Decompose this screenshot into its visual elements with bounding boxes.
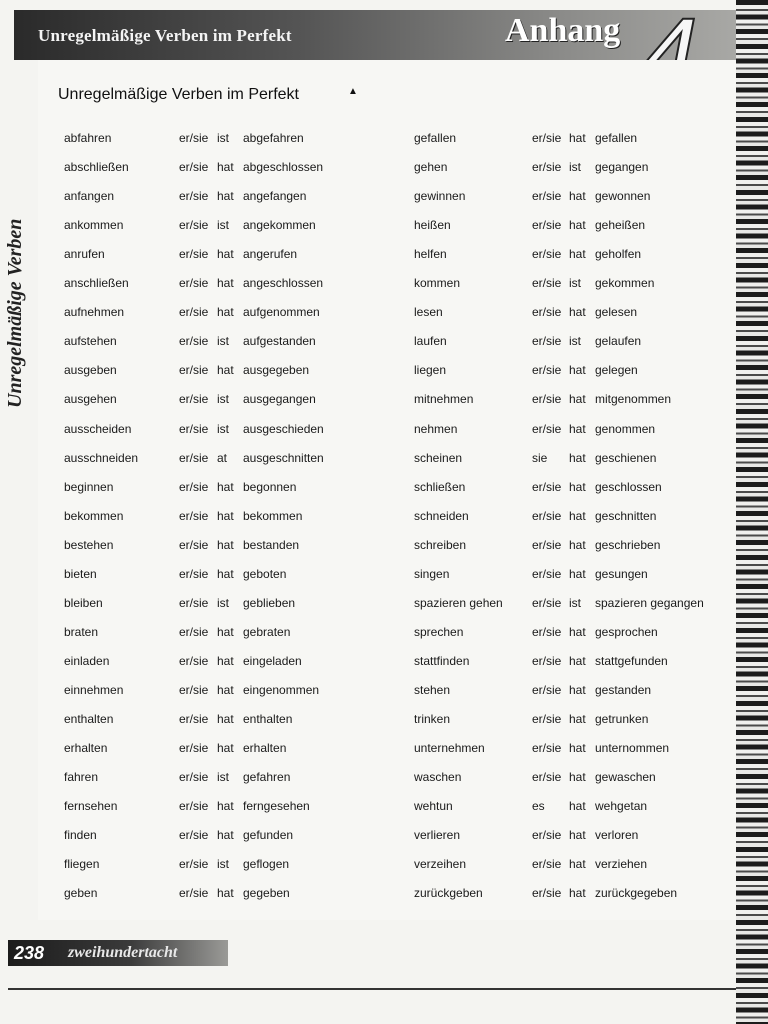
left-auxiliary: hat bbox=[217, 886, 234, 901]
right-auxiliary: hat bbox=[569, 189, 586, 204]
table-row bbox=[0, 676, 740, 705]
left-participle: begonnen bbox=[243, 479, 297, 494]
table-row bbox=[0, 531, 740, 560]
left-pronoun: er/sie bbox=[179, 508, 209, 523]
right-auxiliary: hat bbox=[569, 247, 586, 262]
right-auxiliary: hat bbox=[569, 712, 586, 726]
right-auxiliary: hat bbox=[569, 392, 586, 407]
right-infinitive: kommen bbox=[414, 276, 461, 291]
left-auxiliary: ist bbox=[217, 131, 229, 145]
right-pronoun: es bbox=[532, 799, 545, 814]
right-infinitive: nehmen bbox=[414, 421, 458, 436]
right-infinitive: trinken bbox=[414, 712, 451, 726]
left-participle: abgeschlossen bbox=[243, 160, 324, 175]
right-infinitive: laufen bbox=[414, 334, 447, 349]
right-infinitive: lesen bbox=[414, 305, 443, 320]
left-infinitive: ausscheiden bbox=[64, 421, 132, 436]
left-infinitive: abschließen bbox=[64, 160, 129, 175]
right-participle: verloren bbox=[595, 828, 639, 843]
right-pronoun: er/sie bbox=[532, 131, 562, 145]
table-row bbox=[0, 327, 740, 356]
right-infinitive: verlieren bbox=[414, 828, 461, 843]
left-participle: enthalten bbox=[243, 712, 293, 726]
right-participle: gesungen bbox=[595, 566, 648, 581]
left-auxiliary: hat bbox=[217, 247, 234, 262]
right-infinitive: heißen bbox=[414, 218, 451, 233]
table-row bbox=[0, 415, 740, 444]
right-infinitive: stehen bbox=[414, 682, 451, 697]
table-row bbox=[0, 879, 740, 908]
left-pronoun: er/sie bbox=[179, 363, 209, 378]
left-auxiliary: hat bbox=[217, 741, 234, 756]
right-pronoun: er/sie bbox=[532, 276, 562, 291]
right-participle: gelesen bbox=[595, 305, 638, 320]
right-participle: spazieren gegangen bbox=[595, 595, 704, 610]
right-pronoun: er/sie bbox=[532, 828, 562, 843]
right-infinitive: spazieren gehen bbox=[414, 595, 503, 610]
right-auxiliary: hat bbox=[569, 363, 586, 378]
right-participle: wehgetan bbox=[595, 799, 648, 814]
right-auxiliary: hat bbox=[569, 450, 586, 465]
right-participle: geholfen bbox=[595, 247, 642, 262]
right-pronoun: er/sie bbox=[532, 566, 562, 581]
right-auxiliary: hat bbox=[569, 537, 586, 552]
right-participle: getrunken bbox=[595, 712, 649, 726]
right-infinitive: waschen bbox=[414, 770, 462, 785]
left-pronoun: er/sie bbox=[179, 392, 209, 407]
right-auxiliary: hat bbox=[569, 624, 586, 639]
page-number-words: zweihundertacht bbox=[68, 944, 178, 961]
right-pronoun: er/sie bbox=[532, 624, 562, 639]
left-participle: ausgeschieden bbox=[243, 421, 324, 436]
table-row bbox=[0, 589, 740, 618]
right-infinitive: gefallen bbox=[414, 131, 457, 145]
right-auxiliary: hat bbox=[569, 770, 586, 785]
right-pronoun: er/sie bbox=[532, 160, 562, 175]
left-participle: gebraten bbox=[243, 624, 291, 639]
right-infinitive: stattfinden bbox=[414, 653, 470, 668]
page-number: 238 bbox=[14, 943, 45, 963]
right-auxiliary: hat bbox=[569, 799, 586, 814]
left-pronoun: er/sie bbox=[179, 334, 209, 349]
table-row bbox=[0, 502, 740, 531]
right-pronoun: er/sie bbox=[532, 682, 562, 697]
table-row bbox=[0, 356, 740, 385]
left-auxiliary: ist bbox=[217, 857, 229, 872]
left-infinitive: bleiben bbox=[64, 595, 103, 610]
right-infinitive: gehen bbox=[414, 160, 448, 175]
right-infinitive: sprechen bbox=[414, 624, 464, 639]
left-participle: eingenommen bbox=[243, 682, 320, 697]
right-pronoun: er/sie bbox=[532, 247, 562, 262]
right-infinitive: helfen bbox=[414, 247, 447, 262]
table-row bbox=[0, 618, 740, 647]
left-participle: ferngesehen bbox=[243, 799, 310, 814]
left-participle: geboten bbox=[243, 566, 287, 581]
right-infinitive: schneiden bbox=[414, 508, 469, 523]
left-participle: bekommen bbox=[243, 508, 303, 523]
left-pronoun: er/sie bbox=[179, 218, 209, 233]
left-participle: angefangen bbox=[243, 189, 307, 204]
right-pronoun: er/sie bbox=[532, 218, 562, 233]
right-infinitive: singen bbox=[414, 566, 450, 581]
left-auxiliary: ist bbox=[217, 218, 229, 233]
left-pronoun: er/sie bbox=[179, 421, 209, 436]
table-row bbox=[0, 211, 740, 240]
table-row bbox=[0, 240, 740, 269]
left-infinitive: geben bbox=[64, 886, 98, 901]
right-pronoun: sie bbox=[532, 450, 548, 465]
right-infinitive: verzeihen bbox=[414, 857, 467, 872]
right-auxiliary: ist bbox=[569, 160, 581, 175]
left-pronoun: er/sie bbox=[179, 770, 209, 785]
left-infinitive: fahren bbox=[64, 770, 99, 785]
left-participle: angeschlossen bbox=[243, 276, 324, 291]
right-auxiliary: hat bbox=[569, 886, 586, 901]
left-infinitive: einnehmen bbox=[64, 682, 124, 697]
left-pronoun: er/sie bbox=[179, 566, 209, 581]
left-auxiliary: ist bbox=[217, 770, 229, 785]
right-participle: gelegen bbox=[595, 363, 638, 378]
right-participle: geschnitten bbox=[595, 508, 657, 523]
left-auxiliary: hat bbox=[217, 653, 234, 668]
right-pronoun: er/sie bbox=[532, 741, 562, 756]
right-infinitive: gewinnen bbox=[414, 189, 466, 204]
left-auxiliary: hat bbox=[217, 479, 234, 494]
left-auxiliary: at bbox=[217, 450, 228, 465]
left-pronoun: er/sie bbox=[179, 857, 209, 872]
left-auxiliary: hat bbox=[217, 799, 234, 814]
table-row bbox=[0, 124, 740, 153]
left-pronoun: er/sie bbox=[179, 828, 209, 843]
table-row bbox=[0, 560, 740, 589]
right-participle: gefallen bbox=[595, 131, 638, 145]
right-infinitive: unternehmen bbox=[414, 741, 485, 756]
left-auxiliary: hat bbox=[217, 189, 234, 204]
right-pronoun: er/sie bbox=[532, 189, 562, 204]
right-infinitive: scheinen bbox=[414, 450, 463, 465]
left-pronoun: er/sie bbox=[179, 160, 209, 175]
left-auxiliary: hat bbox=[217, 508, 234, 523]
right-auxiliary: hat bbox=[569, 421, 586, 436]
right-pronoun: er/sie bbox=[532, 770, 562, 785]
pen-mark-icon: ▲ bbox=[348, 86, 358, 97]
left-auxiliary: hat bbox=[217, 160, 234, 175]
right-infinitive: schreiben bbox=[414, 537, 467, 552]
table-row bbox=[0, 385, 740, 414]
right-infinitive: schließen bbox=[414, 479, 466, 494]
left-infinitive: bekommen bbox=[64, 508, 124, 523]
right-pronoun: er/sie bbox=[532, 886, 562, 901]
left-pronoun: er/sie bbox=[179, 537, 209, 552]
right-auxiliary: ist bbox=[569, 276, 581, 291]
left-infinitive: braten bbox=[64, 624, 99, 639]
right-auxiliary: hat bbox=[569, 479, 586, 494]
left-pronoun: er/sie bbox=[179, 741, 209, 756]
table-row bbox=[0, 473, 740, 502]
left-pronoun: er/sie bbox=[179, 450, 209, 465]
right-participle: gekommen bbox=[595, 276, 655, 291]
left-infinitive: erhalten bbox=[64, 741, 108, 756]
table-row bbox=[0, 792, 740, 821]
right-auxiliary: hat bbox=[569, 741, 586, 756]
left-auxiliary: hat bbox=[217, 276, 234, 291]
page-title: Unregelmäßige Verben im Perfekt bbox=[58, 86, 299, 103]
right-infinitive: mitnehmen bbox=[414, 392, 474, 407]
left-pronoun: er/sie bbox=[179, 624, 209, 639]
right-auxiliary: ist bbox=[569, 595, 581, 610]
left-pronoun: er/sie bbox=[179, 799, 209, 814]
left-infinitive: ausschneiden bbox=[64, 450, 139, 465]
right-auxiliary: ist bbox=[569, 334, 581, 349]
right-pronoun: er/sie bbox=[532, 305, 562, 320]
left-participle: angerufen bbox=[243, 247, 298, 262]
left-pronoun: er/sie bbox=[179, 189, 209, 204]
right-pronoun: er/sie bbox=[532, 595, 562, 610]
left-infinitive: fliegen bbox=[64, 857, 100, 872]
right-auxiliary: hat bbox=[569, 218, 586, 233]
right-participle: genommen bbox=[595, 421, 656, 436]
left-participle: bestanden bbox=[243, 537, 300, 552]
left-participle: erhalten bbox=[243, 741, 287, 756]
left-infinitive: abfahren bbox=[64, 131, 112, 145]
left-infinitive: anschließen bbox=[64, 276, 129, 291]
left-pronoun: er/sie bbox=[179, 276, 209, 291]
right-participle: gewaschen bbox=[595, 770, 656, 785]
left-auxiliary: ist bbox=[217, 421, 229, 436]
spiral-binding bbox=[736, 0, 768, 1024]
left-infinitive: aufnehmen bbox=[64, 305, 125, 320]
left-infinitive: ausgehen bbox=[64, 392, 117, 407]
left-participle: ausgegeben bbox=[243, 363, 310, 378]
right-pronoun: er/sie bbox=[532, 392, 562, 407]
right-participle: gewonnen bbox=[595, 189, 651, 204]
left-auxiliary: hat bbox=[217, 712, 234, 726]
right-auxiliary: hat bbox=[569, 857, 586, 872]
left-pronoun: er/sie bbox=[179, 653, 209, 668]
left-participle: angekommen bbox=[243, 218, 316, 233]
left-auxiliary: hat bbox=[217, 624, 234, 639]
right-participle: gesprochen bbox=[595, 624, 658, 639]
right-pronoun: er/sie bbox=[532, 653, 562, 668]
right-participle: stattgefunden bbox=[595, 653, 668, 668]
right-pronoun: er/sie bbox=[532, 421, 562, 436]
side-tab-label: Unregelmäßige Verben bbox=[4, 218, 26, 408]
left-participle: aufgenommen bbox=[243, 305, 320, 320]
table-row bbox=[0, 153, 740, 182]
right-infinitive: wehtun bbox=[414, 799, 453, 814]
right-pronoun: er/sie bbox=[532, 712, 562, 726]
right-participle: zurückgegeben bbox=[595, 886, 678, 901]
table-row bbox=[0, 298, 740, 327]
right-pronoun: er/sie bbox=[532, 363, 562, 378]
table-row bbox=[0, 850, 740, 879]
right-auxiliary: hat bbox=[569, 828, 586, 843]
table-row bbox=[0, 705, 740, 734]
right-participle: geschlossen bbox=[595, 479, 662, 494]
right-participle: geschrieben bbox=[595, 537, 661, 552]
section-label: Anhang bbox=[505, 12, 621, 49]
right-participle: mitgenommen bbox=[595, 392, 672, 407]
table-row bbox=[0, 734, 740, 763]
left-pronoun: er/sie bbox=[179, 479, 209, 494]
left-infinitive: einladen bbox=[64, 653, 110, 668]
bottom-divider bbox=[8, 988, 736, 990]
right-pronoun: er/sie bbox=[532, 857, 562, 872]
table-row bbox=[0, 182, 740, 211]
left-participle: geflogen bbox=[243, 857, 290, 872]
right-pronoun: er/sie bbox=[532, 479, 562, 494]
right-pronoun: er/sie bbox=[532, 537, 562, 552]
left-infinitive: ausgeben bbox=[64, 363, 117, 378]
left-pronoun: er/sie bbox=[179, 305, 209, 320]
table-row bbox=[0, 763, 740, 792]
left-participle: ausgeschnitten bbox=[243, 450, 324, 465]
left-pronoun: er/sie bbox=[179, 682, 209, 697]
right-auxiliary: hat bbox=[569, 682, 586, 697]
right-infinitive: liegen bbox=[414, 363, 447, 378]
right-auxiliary: hat bbox=[569, 566, 586, 581]
left-auxiliary: hat bbox=[217, 537, 234, 552]
right-participle: geschienen bbox=[595, 450, 657, 465]
left-infinitive: aufstehen bbox=[64, 334, 117, 349]
left-auxiliary: ist bbox=[217, 334, 229, 349]
right-participle: gelaufen bbox=[595, 334, 642, 349]
table-row bbox=[0, 647, 740, 676]
right-participle: geheißen bbox=[595, 218, 646, 233]
left-infinitive: ankommen bbox=[64, 218, 124, 233]
left-infinitive: finden bbox=[64, 828, 97, 843]
left-auxiliary: ist bbox=[217, 392, 229, 407]
left-infinitive: bestehen bbox=[64, 537, 114, 552]
left-auxiliary: hat bbox=[217, 363, 234, 378]
right-auxiliary: hat bbox=[569, 653, 586, 668]
left-participle: gefunden bbox=[243, 828, 294, 843]
left-pronoun: er/sie bbox=[179, 131, 209, 145]
left-participle: eingeladen bbox=[243, 653, 302, 668]
table-row bbox=[0, 269, 740, 298]
header-band-title: Unregelmäßige Verben im Perfekt bbox=[38, 26, 292, 45]
table-row bbox=[0, 821, 740, 850]
left-infinitive: anfangen bbox=[64, 189, 115, 204]
left-auxiliary: hat bbox=[217, 682, 234, 697]
table-row bbox=[0, 444, 740, 473]
left-auxiliary: hat bbox=[217, 305, 234, 320]
right-participle: gestanden bbox=[595, 682, 652, 697]
right-auxiliary: hat bbox=[569, 131, 586, 145]
left-pronoun: er/sie bbox=[179, 712, 209, 726]
right-auxiliary: hat bbox=[569, 508, 586, 523]
right-infinitive: zurückgeben bbox=[414, 886, 483, 901]
left-pronoun: er/sie bbox=[179, 595, 209, 610]
left-infinitive: anrufen bbox=[64, 247, 105, 262]
left-participle: aufgestanden bbox=[243, 334, 316, 349]
right-pronoun: er/sie bbox=[532, 508, 562, 523]
left-infinitive: enthalten bbox=[64, 712, 114, 726]
left-participle: gegeben bbox=[243, 886, 290, 901]
left-auxiliary: ist bbox=[217, 595, 229, 610]
left-participle: ausgegangen bbox=[243, 392, 316, 407]
left-auxiliary: hat bbox=[217, 828, 234, 843]
left-infinitive: bieten bbox=[64, 566, 97, 581]
right-participle: verziehen bbox=[595, 857, 648, 872]
left-pronoun: er/sie bbox=[179, 247, 209, 262]
right-auxiliary: hat bbox=[569, 305, 586, 320]
right-pronoun: er/sie bbox=[532, 334, 562, 349]
left-pronoun: er/sie bbox=[179, 886, 209, 901]
right-participle: gegangen bbox=[595, 160, 649, 175]
right-participle: unternommen bbox=[595, 741, 670, 756]
left-auxiliary: hat bbox=[217, 566, 234, 581]
left-infinitive: fernsehen bbox=[64, 799, 118, 814]
left-participle: geblieben bbox=[243, 595, 296, 610]
left-participle: gefahren bbox=[243, 770, 291, 785]
left-participle: abgefahren bbox=[243, 131, 304, 145]
left-infinitive: beginnen bbox=[64, 479, 114, 494]
